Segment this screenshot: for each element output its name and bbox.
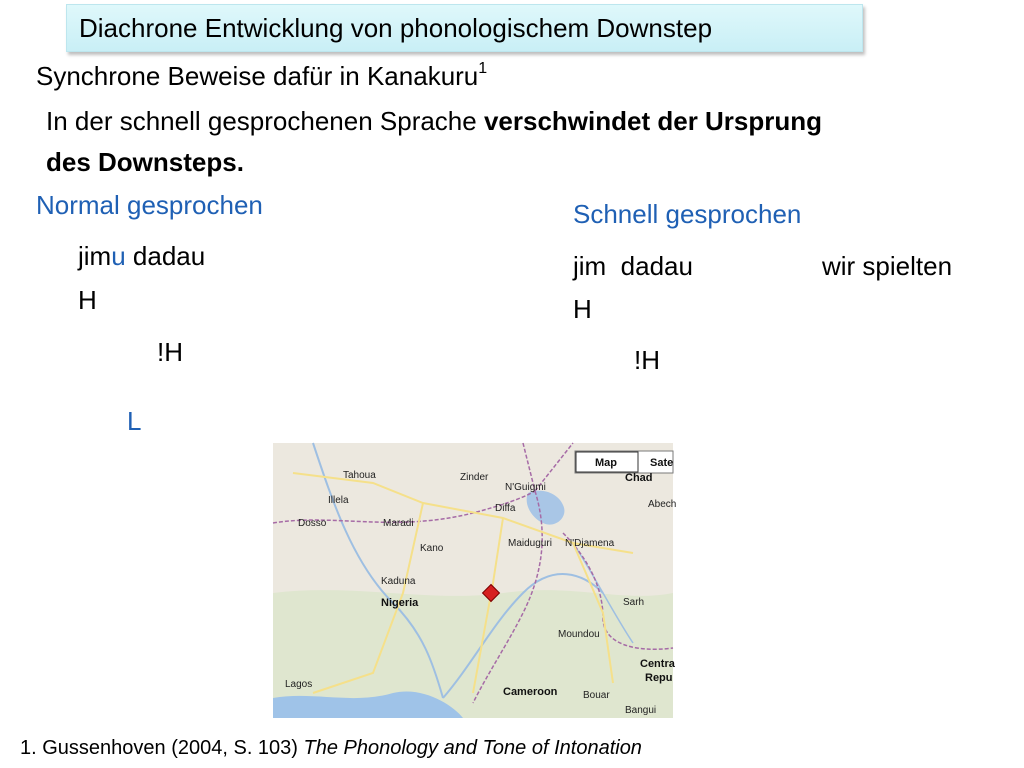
slide-title-box	[66, 4, 863, 52]
place-label: Maiduguri	[508, 538, 552, 549]
place-label: Nigeria	[381, 597, 419, 609]
kanakuru-location-map	[273, 443, 677, 718]
fast-phrase: jim dadau	[573, 251, 693, 281]
map-graphic	[273, 443, 677, 718]
normal-word-pre: jim	[78, 241, 112, 271]
footnote-book-title: The Phonology and Tone of Intonation	[303, 737, 642, 759]
fast-gloss: wir spielten	[822, 251, 953, 281]
normal-tone-h: H	[78, 285, 97, 315]
place-label: Dosso	[298, 518, 327, 529]
footnote	[20, 737, 642, 760]
place-label: Maradi	[383, 518, 414, 529]
place-label: Centra	[640, 658, 675, 670]
place-label: N'Guigmi	[505, 482, 546, 493]
fast-tone-h: H	[573, 294, 592, 324]
place-label: Bouar	[583, 690, 610, 701]
satellite-button[interactable]: Sate	[650, 457, 674, 469]
place-label: Bangui	[625, 705, 657, 716]
place-label: Illela	[328, 495, 349, 506]
footnote-citation: 1. Gussenhoven (2004, S. 103)	[20, 737, 304, 759]
subtitle	[36, 61, 487, 92]
normal-tone-l: L	[127, 406, 142, 436]
place-label: Kaduna	[381, 576, 416, 587]
map-button[interactable]: Map	[595, 457, 617, 469]
place-label: N'Djamena	[565, 538, 615, 549]
place-label: Moundou	[558, 629, 600, 640]
fast-heading: Schnell gesprochen	[573, 199, 802, 229]
normal-tone-down-h: !H	[157, 337, 183, 367]
normal-word-vowel: u	[111, 241, 126, 271]
place-label: Chad	[625, 472, 653, 484]
place-label: Kano	[420, 543, 444, 554]
footnote-mark: 1	[478, 60, 488, 78]
normal-phrase	[78, 241, 205, 272]
place-label: Sarh	[623, 597, 645, 608]
statement-line-2: des Downsteps.	[46, 147, 244, 177]
statement-normal: In der schnell gesprochenen Sprache	[46, 106, 484, 136]
subtitle-text: Synchrone Beweise dafür in Kanakuru	[36, 61, 479, 91]
place-label: Cameroon	[503, 686, 558, 698]
fast-tone-down-h: !H	[634, 345, 660, 375]
statement-bold: verschwindet der Ursprung	[483, 106, 823, 136]
place-label: Zinder	[460, 472, 489, 483]
place-label: Abech	[648, 499, 677, 510]
normal-word-post: dadau	[125, 241, 206, 271]
statement-line-1	[46, 106, 822, 137]
place-label: Lagos	[285, 679, 313, 690]
normal-heading: Normal gesprochen	[36, 190, 263, 220]
place-label: Repu	[645, 672, 673, 684]
place-label: Diffa	[495, 503, 516, 514]
slide-title: Diachrone Entwicklung von phonologischem Downstep	[79, 13, 713, 43]
place-label: Tahoua	[343, 470, 376, 481]
